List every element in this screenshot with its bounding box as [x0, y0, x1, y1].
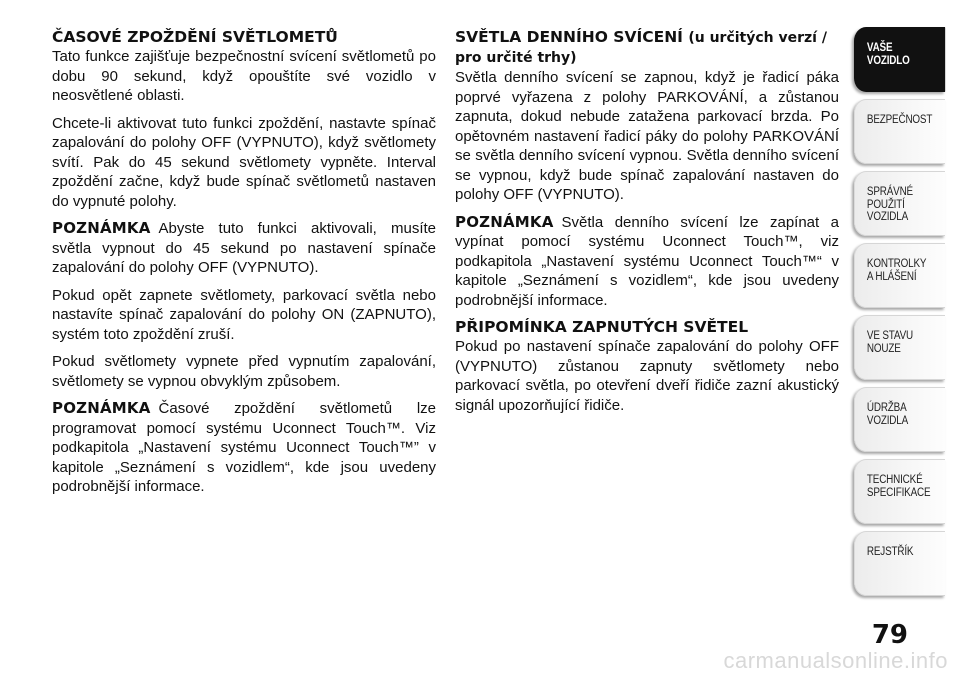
tab-technicke-specifikace[interactable]: TECHNICKÉ SPECIFIKACE	[854, 459, 945, 524]
paragraph: Světla denního svícení se zapnou, když je řadicí páka poprvé vyřazena z polohy PARKOVÁNÍ, a zůstanou zapnuta, dokud nebude zatažena parkovací brzda. Po opětovném nastavení řadicí páky do polohy PARKOVÁNÍ se světla denního svícení vypnou. Světla denního svícení se vypnou, když bude spínač zapalování nastaven do polohy OFF (VYPNUTO).	[455, 69, 839, 203]
tab-spravne-pouziti[interactable]: SPRÁVNÉ POUŽITÍ VOZIDLA	[854, 171, 945, 236]
section-heading-daytime-lights	[455, 28, 839, 68]
note-label: POZNÁMKA	[455, 212, 554, 231]
tab-bezpecnost[interactable]: BEZPEČNOST	[854, 99, 945, 164]
tab-udrzba[interactable]: ÚDRŽBA VOZIDLA	[854, 387, 945, 452]
page-number: 79	[871, 620, 908, 650]
tab-kontrolky[interactable]: KONTROLKY A HLÁŠENÍ	[854, 243, 945, 308]
chapter-tabs	[854, 27, 960, 596]
paragraph: Pokud po nastavení spínače zapalování do polohy OFF (VYPNUTO) zůstanou zapnuty světlomety nebo parkovací světla, po otevření dveří řidiče zazní akustický signál upozorňující řidiče.	[455, 338, 839, 414]
note-paragraph	[52, 219, 436, 278]
paragraph: Pokud opět zapnete světlomety, parkovací světla nebo nastavíte spínač zapalování do polohy ON (ZAPNUTO), systém toto zpoždění zruší.	[52, 286, 436, 343]
paragraph: Pokud světlomety vypnete před vypnutím zapalování, světlomety se vypnou obvyklým způsobem.	[52, 353, 436, 390]
note-text: Světla denního svícení lze zapínat a vypínat pomocí systému Uconnect Touch™, viz podkapitola „Nastavení systému Uconnect Touch™“ v kapitole „Seznámení s vozidlem“, kde jsou uvedeny podrobnější informace.	[455, 213, 839, 309]
heading-qualifier: (u určitých verzí / pro určité trhy)	[455, 30, 827, 66]
section-heading-lights-reminder: PŘIPOMÍNKA ZAPNUTÝCH SVĚTEL	[455, 318, 749, 336]
note-paragraph	[52, 399, 436, 497]
tab-rejstrik[interactable]: REJSTŘÍK	[854, 531, 945, 596]
section-heading-headlight-delay: ČASOVÉ ZPOŽDĚNÍ SVĚTLOMETŮ	[52, 28, 338, 46]
note-paragraph	[455, 213, 839, 311]
paragraph: Tato funkce zajišťuje bezpečnostní svícení světlometů po dobu 90 sekund, když opouštíte své vozidlo v neosvětlené oblasti.	[52, 48, 436, 104]
left-column	[52, 28, 436, 505]
heading-main: SVĚTLA DENNÍHO SVÍCENÍ	[455, 28, 683, 46]
right-column	[455, 28, 839, 423]
note-label: POZNÁMKA	[52, 399, 151, 417]
note-text: Abyste tuto funkci aktivovali, musíte světla vypnout do 45 sekund po nastavení spínače zapalování do polohy OFF (VYPNUTO).	[52, 220, 436, 276]
note-label: POZNÁMKA	[52, 219, 151, 237]
paragraph: Chcete-li aktivovat tuto funkci zpoždění, nastavte spínač zapalování do polohy OFF (VYPNUTO), když světlomety svítí. Pak do 45 sekund světlomety vypněte. Interval zpoždění začne, když bude spínač světlometů nastaven do vypnuté polohy.	[52, 114, 436, 210]
tab-ve-stavu-nouze[interactable]: VE STAVU NOUZE	[854, 315, 945, 380]
tab-vase-vozidlo[interactable]: VAŠE VOZIDLO	[854, 27, 945, 92]
note-text: Časové zpoždění světlometů lze programovat pomocí systému Uconnect Touch™. Viz podkapitola „Nastavení systému Uconnect Touch™” v kapitole „Seznámení s vozidlem“, kde jsou uvedeny podrobnější informace.	[52, 400, 436, 495]
watermark: carmanualsonline.info	[723, 648, 948, 673]
